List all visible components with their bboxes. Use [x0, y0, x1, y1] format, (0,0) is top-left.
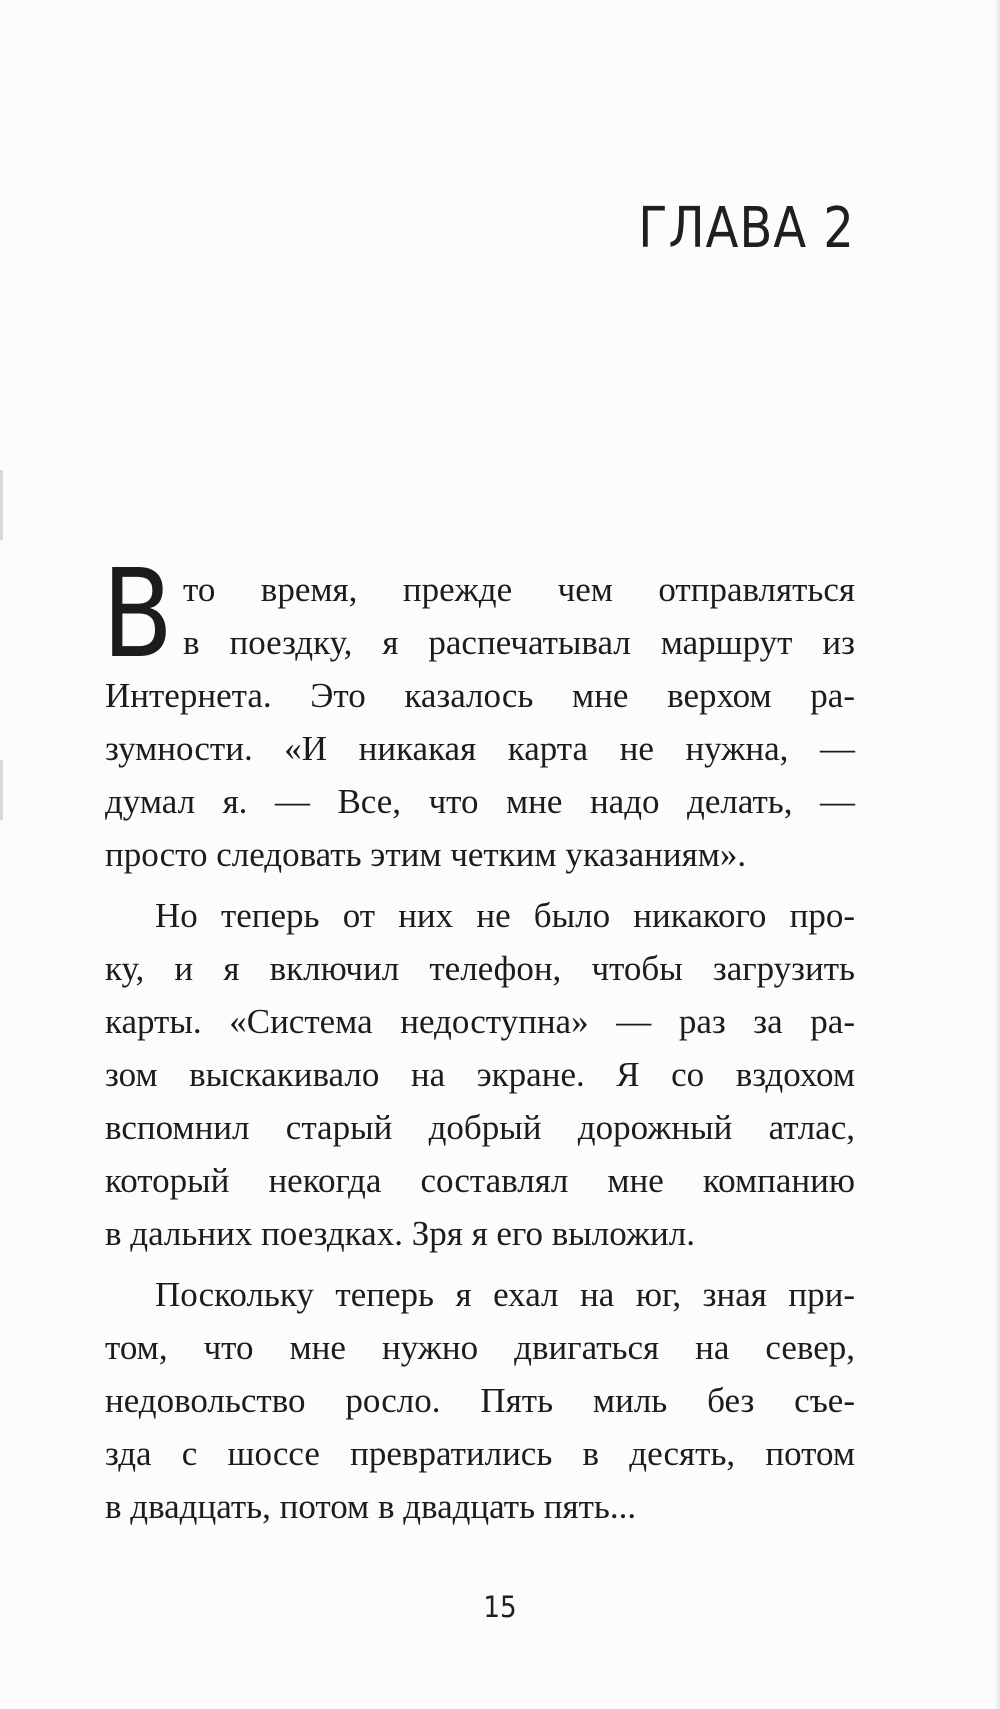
text-line: Интернета. Это казалось мне верхом ра- — [105, 676, 855, 715]
text-line: то время, прежде чем отправляться — [183, 570, 855, 609]
text-line: думал я. — Все, что мне надо делать, — — [105, 782, 855, 821]
chapter-title: ГЛАВА 2 — [638, 196, 855, 261]
text-line: зда с шоссе превратились в десять, потом — [105, 1434, 855, 1473]
text-line: карты. «Система недоступна» — раз за ра- — [105, 1002, 855, 1041]
drop-cap: В — [102, 543, 174, 685]
body-text — [105, 563, 855, 1533]
page-edge — [994, 0, 1000, 1709]
text-line: в дальних поездках. Зря я его выложил. — [105, 1214, 695, 1253]
text-line: в поездку, я распечатывал маршрут из — [183, 623, 855, 662]
scan-edge-mark — [0, 760, 3, 820]
text-line: Поскольку теперь я ехал на юг, зная при- — [155, 1275, 855, 1314]
text-line: ку, и я включил телефон, чтобы загрузить — [105, 949, 855, 988]
text-line: вспомнил старый добрый дорожный атлас, — [105, 1108, 855, 1147]
text-line: в двадцать, потом в двадцать пять... — [105, 1487, 637, 1526]
text-line: Но теперь от них не было никакого про- — [155, 896, 855, 935]
paragraph-1 — [105, 563, 855, 881]
text-line: недовольство росло. Пять миль без съе- — [105, 1381, 855, 1420]
scan-edge-mark — [0, 470, 3, 540]
text-line: который некогда составлял мне компанию — [105, 1161, 855, 1200]
text-line: том, что мне нужно двигаться на север, — [105, 1328, 855, 1367]
text-line: просто следовать этим четким указаниям». — [105, 835, 747, 874]
paragraph-2 — [105, 889, 855, 1260]
page-number: 15 — [483, 1590, 517, 1624]
text-line: зумности. «И никакая карта не нужна, — — [105, 729, 855, 768]
text-line: зом выскакивало на экране. Я со вздохом — [105, 1055, 855, 1094]
paragraph-3 — [105, 1268, 855, 1533]
